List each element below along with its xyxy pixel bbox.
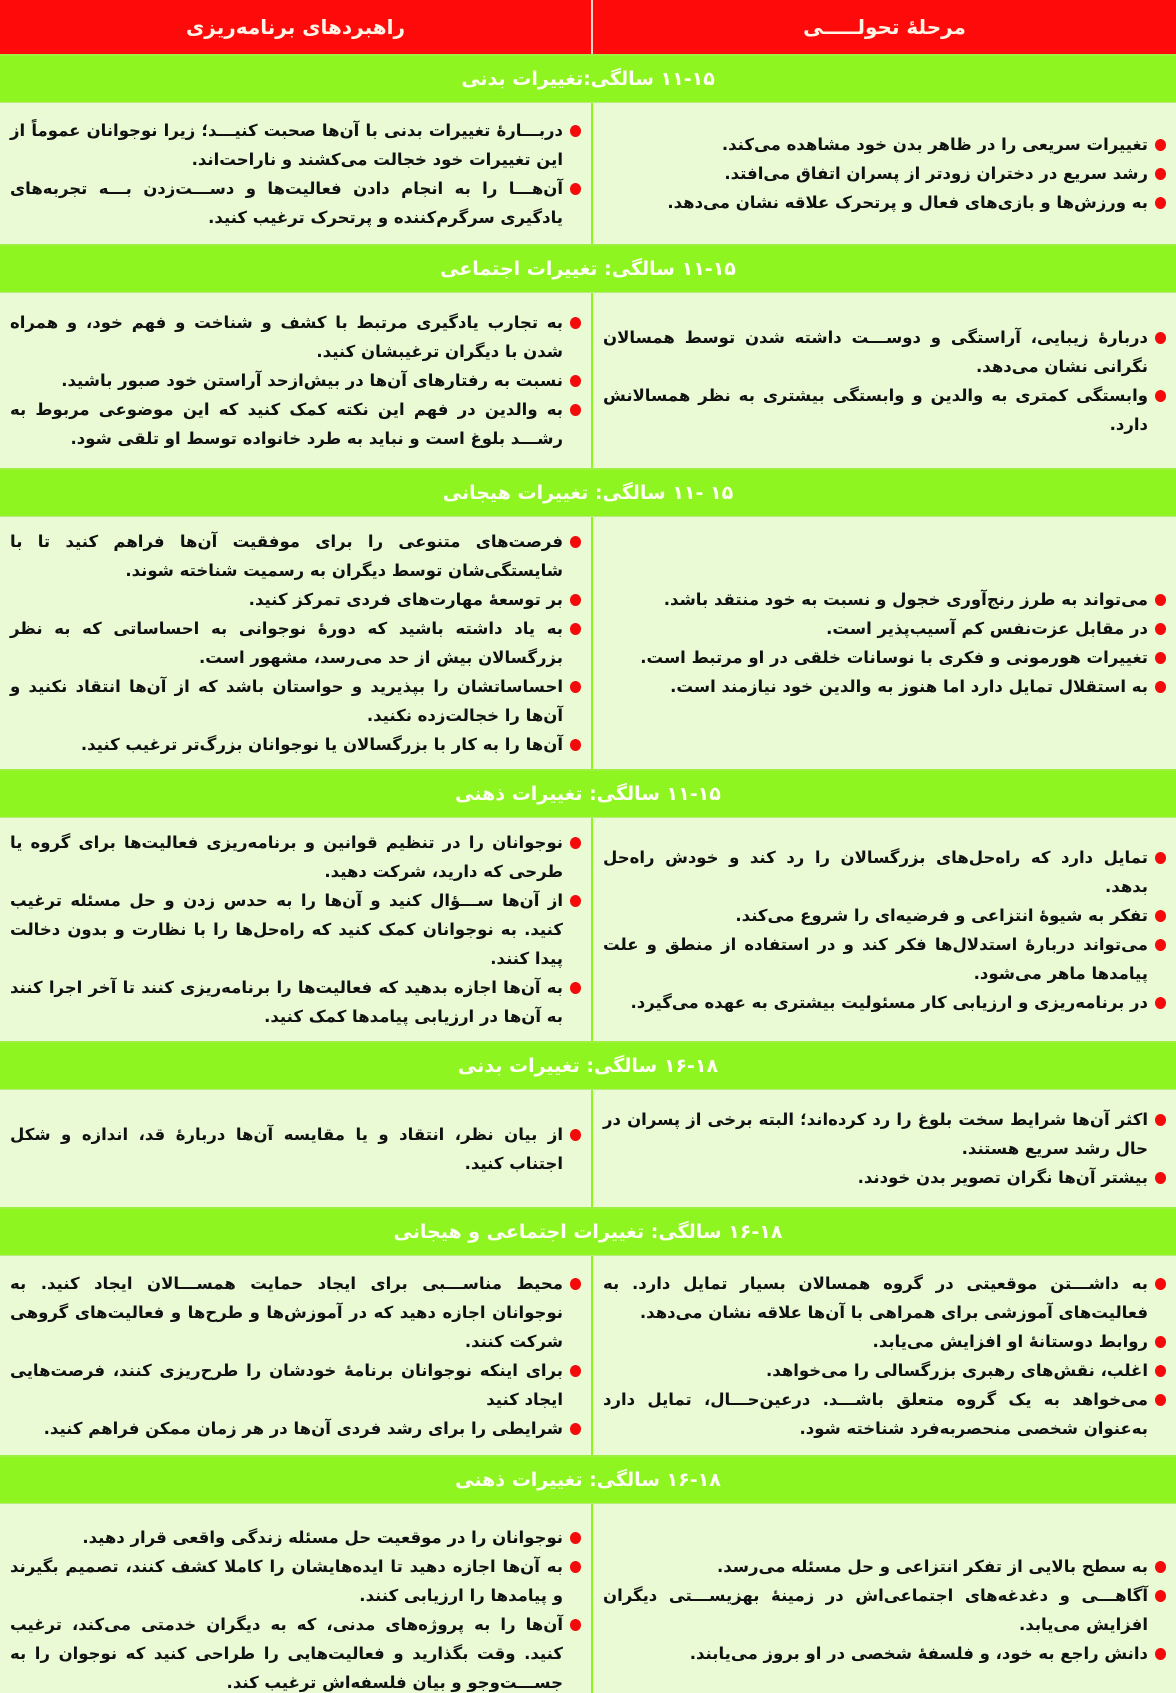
section-content-row xyxy=(0,516,1176,769)
section-title: ۱۱-۱۵ سالگی: تغییرات اجتماعی xyxy=(0,244,1176,292)
section-title: ۱۶-۱۸ سالگی: تغییرات اجتماعی و هیجانی xyxy=(0,1207,1176,1255)
red-bullet-icon xyxy=(1155,1172,1166,1184)
section-title: ۱۱-۱۵ سالگی:تغییرات بدنی xyxy=(0,54,1176,102)
sections-container xyxy=(0,54,1176,1693)
red-bullet-icon xyxy=(1155,652,1166,664)
list-item xyxy=(10,116,583,174)
section-content-row xyxy=(0,1089,1176,1207)
stage-column xyxy=(591,293,1176,468)
stage-column-list xyxy=(603,843,1168,1017)
section-content-row xyxy=(0,1255,1176,1455)
strategies-column-list xyxy=(10,828,583,1031)
strategies-column-list xyxy=(10,116,583,232)
red-bullet-icon xyxy=(1155,1590,1166,1602)
list-item-text: به یاد داشته باشید که دورهٔ نوجوانی به احساساتی که به نظر بزرگسالان بیش از حد می‌رسد، مشهور است. xyxy=(10,619,563,667)
list-item-text: به آن‌ها اجازه دهید تا ایده‌هایشان را کاملا کشف کنند، تصمیم بگیرند و پیامدها را ارزیابی کنند. xyxy=(10,1556,563,1605)
list-item-text: به استقلال تمایل دارد اما هنوز به والدین خود نیازمند است. xyxy=(670,677,1148,696)
red-bullet-icon xyxy=(1155,197,1166,209)
red-bullet-icon xyxy=(570,623,581,635)
list-item xyxy=(603,130,1168,159)
red-bullet-icon xyxy=(1155,1394,1166,1406)
list-item xyxy=(603,1105,1168,1163)
list-item xyxy=(603,1385,1168,1443)
list-item-text: آن‌ها را به پروژه‌های مدنی، که به دیگران خدمتی می‌کند، ترغیب کنید. وقت بگذارید و فعالیت‌هایی را طراحی کنید که نوجوان را به جســـت‌وجو و بیان فلسفه‌اش ترغیب کند. xyxy=(10,1614,563,1692)
section-title: ۱۶-۱۸ سالگی: تغییرات بدنی xyxy=(0,1041,1176,1089)
strategies-column xyxy=(0,1090,591,1207)
list-item-text: به داشـــتن موقعیتی در گروه همسالان بسیار تمایل دارد. به فعالیت‌های آموزشی برای همراهی با آن‌ها علاقه نشان می‌دهد. xyxy=(603,1273,1148,1322)
list-item-text: تغییرات سریعی را در ظاهر بدن خود مشاهده می‌کند. xyxy=(721,135,1148,154)
list-item xyxy=(10,1120,583,1178)
strategies-column-list xyxy=(10,308,583,453)
list-item xyxy=(10,730,583,759)
list-item xyxy=(10,395,583,453)
list-item xyxy=(10,1552,583,1610)
section-content-row xyxy=(0,1503,1176,1693)
list-item xyxy=(603,930,1168,988)
red-bullet-icon xyxy=(570,375,581,387)
list-item xyxy=(603,1327,1168,1356)
stage-column xyxy=(591,818,1176,1041)
list-item-text: فرصت‌های متنوعی را برای موفقیت آن‌ها فراهم کنید تا با شایستگی‌شان توسط دیگران به رسمیت شناخته شوند. xyxy=(10,532,563,580)
list-item-text: می‌تواند دربارهٔ استدلال‌ها فکر کند و در استفاده از منطق و علت پیامدها ماهر می‌شود. xyxy=(603,934,1148,983)
section-content-row xyxy=(0,102,1176,244)
list-item xyxy=(603,1639,1168,1668)
stage-column-list xyxy=(603,130,1168,217)
red-bullet-icon xyxy=(570,1532,581,1544)
list-item xyxy=(603,672,1168,701)
list-item xyxy=(603,1269,1168,1327)
list-item xyxy=(603,643,1168,672)
red-bullet-icon xyxy=(570,837,581,849)
list-item-text: برای اینکه نوجوانان برنامهٔ خودشان را طرح‌ریزی کنند، فرصت‌هایی ایجاد کنید xyxy=(10,1360,563,1409)
red-bullet-icon xyxy=(570,1129,581,1141)
list-item xyxy=(10,1610,583,1693)
list-item xyxy=(10,886,583,973)
list-item xyxy=(10,527,583,585)
red-bullet-icon xyxy=(1155,997,1166,1009)
section-title: ۱۵ -۱۱ سالگی: تغییرات هیجانی xyxy=(0,468,1176,516)
list-item-text: نسبت به رفتارهای آن‌ها در بیش‌ازحد آراستن خود صبور باشید. xyxy=(61,371,563,390)
list-item-text: به سطح بالایی از تفکر انتزاعی و حل مسئله می‌رسد. xyxy=(716,1556,1148,1576)
list-item xyxy=(603,585,1168,614)
section-title: ۱۶-۱۸ سالگی: تغییرات ذهنی xyxy=(0,1455,1176,1503)
list-item-text: آگاهـــی و دغدغه‌های اجتماعی‌اش در زمینهٔ بهزیســـتی دیگران افزایش می‌یابد. xyxy=(603,1585,1148,1634)
list-item-text: به ورزش‌ها و بازی‌های فعال و پرتحرک علاقه نشان می‌دهد. xyxy=(667,193,1148,212)
list-item xyxy=(10,1356,583,1414)
red-bullet-icon xyxy=(1155,681,1166,693)
red-bullet-icon xyxy=(1155,594,1166,606)
list-item xyxy=(10,828,583,886)
red-bullet-icon xyxy=(570,536,581,548)
list-item xyxy=(603,1163,1168,1192)
red-bullet-icon xyxy=(570,895,581,907)
list-item-text: می‌خواهد به یک گروه متعلق باشـــد. درعین‌حـــال، تمایل دارد به‌عنوان شخصی منحصربه‌فرد شناخته شود. xyxy=(603,1389,1148,1438)
list-item xyxy=(603,323,1168,381)
list-item-text: بر توسعهٔ مهارت‌های فردی تمرکز کنید. xyxy=(248,590,563,609)
list-item xyxy=(10,174,583,232)
stage-column xyxy=(591,1090,1176,1207)
red-bullet-icon xyxy=(1155,939,1166,951)
list-item-text: تفکر به شیوهٔ انتزاعی و فرضیه‌ای را شروع می‌کند. xyxy=(735,905,1148,925)
list-item xyxy=(10,672,583,730)
list-item-text: دربـــارهٔ تغییرات بدنی با آن‌ها صحبت کنیـــد؛ زیرا نوجوانان عموماً از این تغییرات خود خجالت می‌کشند و ناراحت‌اند. xyxy=(10,120,563,169)
red-bullet-icon xyxy=(570,1619,581,1631)
red-bullet-icon xyxy=(570,594,581,606)
red-bullet-icon xyxy=(1155,623,1166,635)
list-item-text: از بیان نظر، انتقاد و یا مقایسه آن‌ها دربارهٔ قد، اندازه و شکل اجتناب کنید. xyxy=(10,1124,563,1173)
red-bullet-icon xyxy=(570,982,581,994)
red-bullet-icon xyxy=(570,1365,581,1377)
list-item-text: وابستگی کمتری به والدین و وابستگی بیشتری به نظر همسالانش دارد. xyxy=(603,385,1148,434)
header-planning-strategies: راهبردهای برنامه‌ریزی xyxy=(185,15,406,39)
stage-column xyxy=(591,1504,1176,1693)
section-title: ۱۱-۱۵ سالگی: تغییرات ذهنی xyxy=(0,769,1176,817)
list-item xyxy=(10,1523,583,1552)
strategies-column-list xyxy=(10,527,583,759)
list-item-text: اغلب، نقش‌های رهبری بزرگسالی را می‌خواهد. xyxy=(766,1360,1148,1380)
stage-column-list xyxy=(603,1269,1168,1443)
stage-column-list xyxy=(603,1552,1168,1668)
red-bullet-icon xyxy=(570,739,581,751)
red-bullet-icon xyxy=(1155,1278,1166,1290)
list-item-text: به آن‌ها اجازه بدهید که فعالیت‌ها را برنامه‌ریزی کنند تا آخر اجرا کنند به آن‌ها در ارزیابی پیامدها کمک کنید. xyxy=(10,978,563,1026)
table-header xyxy=(0,0,1176,54)
list-item xyxy=(603,901,1168,930)
list-item xyxy=(603,381,1168,439)
strategies-column xyxy=(0,818,591,1041)
red-bullet-icon xyxy=(570,317,581,329)
red-bullet-icon xyxy=(1155,390,1166,402)
stage-column xyxy=(591,517,1176,769)
red-bullet-icon xyxy=(570,183,581,195)
red-bullet-icon xyxy=(570,1278,581,1290)
list-item-text: تغییرات هورمونی و فکری با نوسانات خلقی در او مرتبط است. xyxy=(640,648,1148,667)
list-item-text: دربارهٔ زیبایی، آراستگی و دوســـت داشته شدن توسط همسالان نگرانی نشان می‌دهد. xyxy=(603,327,1148,376)
red-bullet-icon xyxy=(570,1423,581,1435)
list-item xyxy=(603,1581,1168,1639)
red-bullet-icon xyxy=(1155,910,1166,922)
red-bullet-icon xyxy=(570,1561,581,1573)
list-item xyxy=(10,1269,583,1356)
header-developmental-stage: مرحلهٔ تحولـــــی xyxy=(591,0,1176,54)
list-item-text: اکثر آن‌ها شرایط سخت بلوغ را رد کرده‌اند؛ البته برخی از پسران در حال رشد سریع هستند. xyxy=(603,1110,1148,1158)
list-item-text: دانش راجع به خود، و فلسفهٔ شخصی در او بروز می‌یابند. xyxy=(689,1643,1148,1663)
stage-column xyxy=(591,1256,1176,1455)
stage-column-list xyxy=(603,1105,1168,1192)
list-item-text: در برنامه‌ریزی و ارزیابی کار مسئولیت بیشتری به عهده می‌گیرد. xyxy=(630,992,1148,1012)
section-content-row xyxy=(0,292,1176,468)
stage-column xyxy=(591,103,1176,244)
list-item-text: رشد سریع در دختران زودتر از پسران اتفاق می‌افتد. xyxy=(724,164,1148,183)
red-bullet-icon xyxy=(1155,1114,1166,1126)
list-item xyxy=(10,1414,583,1443)
strategies-column-list xyxy=(10,1120,583,1178)
list-item-text: نوجوانان را در تنظیم قوانین و برنامه‌ریزی فعالیت‌ها برای گروه یا طرحی که دارید، شرکت دهید. xyxy=(10,833,563,881)
list-item-text: روابط دوستانهٔ او افزایش می‌یابد. xyxy=(872,1331,1148,1351)
list-item-text: از آن‌ها ســـؤال کنید و آن‌ها را به حدس زدن و حل مسئله ترغیب کنید. به نوجوانان کمک کنید که راه‌حل‌ها را با نظارت و بدون دخالت پیدا کنند. xyxy=(10,891,563,968)
list-item xyxy=(10,308,583,366)
list-item xyxy=(603,188,1168,217)
red-bullet-icon xyxy=(1155,1561,1166,1573)
list-item-text: می‌تواند به طرز رنج‌آوری خجول و نسبت به خود منتقد باشد. xyxy=(663,590,1148,609)
red-bullet-icon xyxy=(1155,1336,1166,1348)
list-item xyxy=(603,843,1168,901)
list-item-text: نوجوانان را در موقعیت حل مسئله زندگی واقعی قرار دهید. xyxy=(82,1527,563,1547)
list-item-text: به تجارب یادگیری مرتبط با کشف و شناخت و فهم خود، و همراه شدن با دیگران ترغیبشان کنید. xyxy=(10,313,563,361)
strategies-column-list xyxy=(10,1269,583,1443)
section-content-row xyxy=(0,817,1176,1041)
red-bullet-icon xyxy=(1155,1648,1166,1660)
strategies-column xyxy=(0,1504,591,1693)
list-item xyxy=(10,614,583,672)
strategies-column xyxy=(0,517,591,769)
red-bullet-icon xyxy=(1155,332,1166,344)
list-item xyxy=(603,159,1168,188)
list-item xyxy=(603,1356,1168,1385)
list-item-text: آن‌ها را به کار با بزرگسالان یا نوجوانان بزرگ‌تر ترغیب کنید. xyxy=(80,735,563,754)
strategies-column xyxy=(0,103,591,244)
strategies-column xyxy=(0,293,591,468)
stage-column-list xyxy=(603,323,1168,439)
red-bullet-icon xyxy=(570,125,581,137)
red-bullet-icon xyxy=(1155,1365,1166,1377)
stage-column-list xyxy=(603,585,1168,701)
list-item-text: بیشتر آن‌ها نگران تصویر بدن خودند. xyxy=(857,1168,1148,1187)
list-item xyxy=(603,614,1168,643)
list-item-text: به والدین در فهم این نکته کمک کنید که این موضوعی مربوط به رشـــد بلوغ است و نباید به طرد خانواده توسط او تلقی شود. xyxy=(10,400,563,448)
red-bullet-icon xyxy=(570,404,581,416)
red-bullet-icon xyxy=(1155,168,1166,180)
red-bullet-icon xyxy=(1155,139,1166,151)
list-item-text: آن‌هـــا را به انجام دادن فعالیت‌ها و دســـت‌زدن بـــه تجربه‌های یادگیری سرگرم‌کننده و پرتحرک ترغیب کنید. xyxy=(10,178,563,227)
list-item xyxy=(10,366,583,395)
red-bullet-icon xyxy=(1155,852,1166,864)
list-item-text: شرایطی را برای رشد فردی آن‌ها در هر زمان ممکن فراهم کنید. xyxy=(43,1418,563,1438)
list-item xyxy=(603,1552,1168,1581)
list-item-text: در مقابل عزت‌نفس کم آسیب‌پذیر است. xyxy=(826,619,1148,638)
strategies-column-list xyxy=(10,1523,583,1693)
list-item xyxy=(10,585,583,614)
list-item xyxy=(10,973,583,1031)
list-item-text: محیط مناســـبی برای ایجاد حمایت همســـالان ایجاد کنید. به نوجوانان اجازه دهید که در آموزش‌ها و طرح‌ها و فعالیت‌های گروهی شرکت کنند. xyxy=(10,1273,563,1351)
strategies-column xyxy=(0,1256,591,1455)
list-item-text: تمایل دارد که راه‌حل‌های بزرگسالان را رد کند و خودش راه‌حل بدهد. xyxy=(603,847,1148,896)
list-item xyxy=(603,988,1168,1017)
list-item-text: احساساتشان را بپذیرید و حواستان باشد که از آن‌ها انتقاد نکنید و آن‌ها را خجالت‌زده نکنید. xyxy=(10,677,563,725)
red-bullet-icon xyxy=(570,681,581,693)
